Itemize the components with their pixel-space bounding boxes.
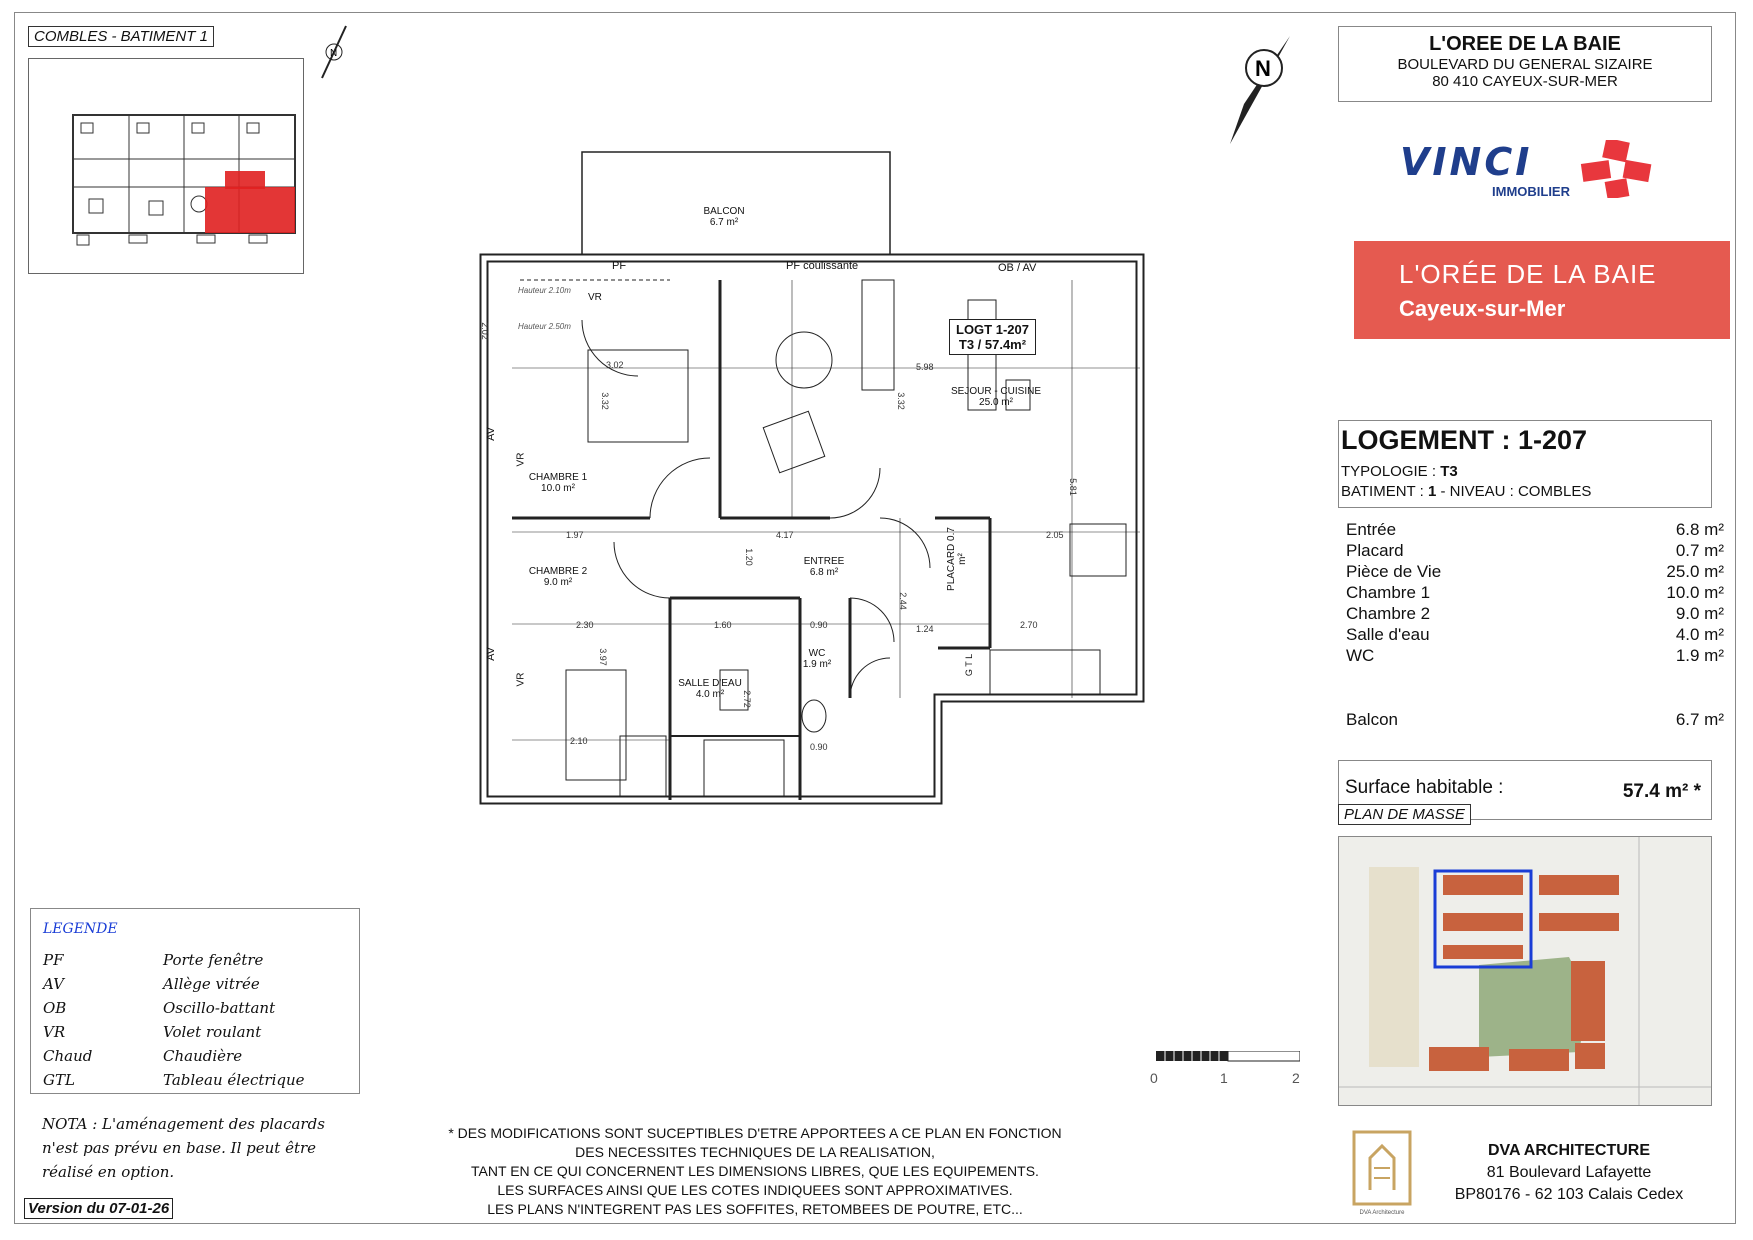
balcon-row bbox=[1346, 710, 1724, 731]
banner-line-1: L'ORÉE DE LA BAIE bbox=[1399, 259, 1657, 289]
dim-5: 5.81 bbox=[1067, 478, 1078, 496]
surface-row bbox=[1346, 520, 1724, 541]
legend-code: AV bbox=[43, 975, 64, 993]
vinci-logo bbox=[1400, 140, 1570, 199]
room-sejour-name: SEJOUR - CUISINE bbox=[950, 386, 1041, 397]
scale-label-1: 1 bbox=[1220, 1070, 1228, 1086]
surface-name: Salle d'eau bbox=[1346, 625, 1430, 644]
dim-6: 4.17 bbox=[776, 530, 794, 540]
surface-row bbox=[1346, 562, 1724, 583]
north-arrow-large-icon bbox=[1224, 34, 1296, 146]
dva-logo-icon bbox=[1350, 1128, 1414, 1218]
dim-4: 3.32 bbox=[895, 392, 906, 410]
project-banner bbox=[1354, 241, 1730, 339]
north-arrow-small-icon bbox=[318, 24, 350, 80]
batiment-value: 1 bbox=[1427, 483, 1437, 500]
vinci-word: VINCI bbox=[1400, 140, 1533, 184]
batiment-line bbox=[1341, 483, 1591, 500]
surface-name: Entrée bbox=[1346, 520, 1397, 539]
typologie-value: T3 bbox=[1440, 463, 1458, 480]
legend-desc: Oscillo-battant bbox=[163, 999, 276, 1017]
room-sejour bbox=[940, 386, 1052, 408]
legend-code: OB bbox=[43, 999, 67, 1017]
dim-1: 3.02 bbox=[606, 360, 624, 370]
room-chambre2 bbox=[518, 566, 598, 588]
logt-label: LOGT 1-207 bbox=[956, 322, 1029, 337]
disclaimer-line: TANT EN CE QUI CONCERNENT LES DIMENSIONS LIBRES, QUE LES EQUIPEMENTS. bbox=[471, 1163, 1039, 1179]
opening-av-1: AV bbox=[484, 427, 497, 441]
room-placard-area: 0.7 m² bbox=[946, 527, 968, 565]
balcony-outline bbox=[582, 152, 890, 258]
dim-17: 0.90 bbox=[810, 620, 828, 630]
combles-tag: COMBLES - BATIMENT 1 bbox=[28, 26, 214, 47]
room-balcon-name: BALCON bbox=[703, 206, 745, 217]
room-sde-name: SALLE D'EAU bbox=[678, 678, 742, 689]
room-sejour-area: 25.0 m² bbox=[979, 397, 1013, 408]
dim-15: 1.24 bbox=[916, 624, 934, 634]
opening-pf: PF bbox=[612, 260, 627, 272]
room-chambre1-name: CHAMBRE 1 bbox=[528, 472, 588, 483]
surface-name: Chambre 2 bbox=[1346, 604, 1431, 623]
scale-bar bbox=[1150, 1050, 1300, 1086]
surface-name: Chambre 1 bbox=[1346, 583, 1431, 602]
nota-text: NOTA : L'aménagement des placards n'est pas prévu en base. Il peut être réalisé en option. bbox=[42, 1115, 325, 1181]
legend-desc: Allège vitrée bbox=[163, 975, 260, 993]
surface-value: 0.7 m² bbox=[1675, 541, 1724, 560]
dim-9: 1.20 bbox=[743, 548, 754, 566]
vinci-sub: IMMOBILIER bbox=[1492, 184, 1570, 199]
dva-logo-text: DVA Architecture bbox=[1359, 1210, 1405, 1216]
surface-row bbox=[1346, 625, 1724, 646]
surface-value: 6.8 m² bbox=[1675, 520, 1724, 539]
surface-name: Pièce de Vie bbox=[1346, 562, 1442, 581]
surface-value: 1.9 m² bbox=[1675, 646, 1724, 665]
room-chambre1 bbox=[518, 472, 598, 494]
opening-ob-av: OB / AV bbox=[998, 262, 1037, 274]
room-wc-name: WC bbox=[808, 648, 826, 659]
legend-desc: Chaudière bbox=[163, 1047, 243, 1065]
surface-row bbox=[1346, 604, 1724, 625]
surface-row bbox=[1346, 541, 1724, 562]
surface-habitable-label: Surface habitable : bbox=[1345, 777, 1504, 798]
room-sde-area: 4.0 m² bbox=[695, 689, 725, 700]
project-address-2: 80 410 CAYEUX-SUR-MER bbox=[1432, 73, 1618, 90]
legend-item bbox=[43, 1071, 305, 1089]
logt-sub: T3 / 57.4m² bbox=[958, 337, 1027, 352]
legend-item bbox=[43, 951, 264, 969]
legend-code: Chaud bbox=[43, 1047, 93, 1065]
room-entree bbox=[794, 556, 854, 578]
room-balcon-area: 6.7 m² bbox=[709, 217, 739, 228]
disclaimer-line: DES NECESSITES TECHNIQUES DE LA REALISATION, bbox=[575, 1144, 935, 1160]
surface-name: WC bbox=[1346, 646, 1375, 665]
logement-box bbox=[1338, 420, 1712, 508]
scale-label-0: 0 bbox=[1150, 1070, 1158, 1086]
scale-label-2: 2 bbox=[1292, 1070, 1300, 1086]
batiment-label: BATIMENT : bbox=[1341, 483, 1428, 500]
architect-line-2: BP80176 - 62 103 Calais Cedex bbox=[1454, 1186, 1684, 1203]
dim-8: 2.05 bbox=[1046, 530, 1064, 540]
room-placard bbox=[946, 524, 968, 594]
legend-box bbox=[30, 908, 360, 1094]
architect-block bbox=[1338, 1128, 1710, 1218]
legend-desc: Volet roulant bbox=[163, 1023, 262, 1041]
dim-3: 3.32 bbox=[599, 392, 610, 410]
version-tag: Version du 07-01-26 bbox=[24, 1198, 173, 1219]
opening-gtl: G T L bbox=[964, 653, 975, 677]
dim-20: 2.02 bbox=[479, 322, 490, 340]
legend-item bbox=[43, 1023, 262, 1041]
dim-2: 5.98 bbox=[916, 362, 934, 372]
svg-text:N: N bbox=[330, 48, 338, 59]
room-wc-area: 1.9 m² bbox=[802, 659, 832, 670]
surface-name: Placard bbox=[1346, 541, 1404, 560]
surface-habitable-value: 57.4 m² * bbox=[1622, 781, 1701, 802]
project-header bbox=[1338, 26, 1712, 102]
dim-18: 1.60 bbox=[714, 620, 732, 630]
typologie-line bbox=[1341, 463, 1458, 480]
room-placard-name: PLACARD bbox=[946, 543, 957, 591]
typologie-label: TYPOLOGIE : bbox=[1341, 463, 1441, 480]
opening-vr-3: VR bbox=[515, 672, 527, 687]
svg-text:N: N bbox=[1255, 56, 1271, 81]
surface-value: 25.0 m² bbox=[1666, 562, 1724, 581]
dim-11: 3.97 bbox=[597, 648, 608, 666]
scale-bar-graphic bbox=[1156, 1051, 1300, 1063]
room-wc bbox=[792, 648, 842, 670]
project-name: L'OREE DE LA BAIE bbox=[1429, 33, 1621, 55]
disclaimer-line: * DES MODIFICATIONS SONT SUCEPTIBLES D'ETRE APPORTEES A CE PLAN EN FONCTION bbox=[448, 1125, 1062, 1141]
legend-title: LEGENDE bbox=[43, 921, 118, 937]
legend-code: VR bbox=[43, 1023, 66, 1041]
surface-value: 10.0 m² bbox=[1666, 583, 1724, 602]
surface-row bbox=[1346, 646, 1724, 667]
architect-line-1: 81 Boulevard Lafayette bbox=[1486, 1164, 1652, 1181]
room-chambre2-name: CHAMBRE 2 bbox=[528, 566, 588, 577]
dim-10: 2.30 bbox=[576, 620, 594, 630]
key-plan bbox=[28, 58, 304, 274]
opening-pf-coulissante: PF coulissante bbox=[786, 260, 859, 272]
legend-item bbox=[43, 975, 260, 993]
legend-code: GTL bbox=[43, 1071, 75, 1089]
room-entree-name: ENTREE bbox=[803, 556, 845, 567]
room-chambre1-area: 10.0 m² bbox=[541, 483, 575, 494]
opening-vr-2: VR bbox=[515, 452, 527, 467]
dim-19: 0.90 bbox=[810, 742, 828, 752]
dim-7: 1.97 bbox=[566, 530, 584, 540]
project-address-1: BOULEVARD DU GENERAL SIZAIRE bbox=[1397, 56, 1653, 73]
banner-line-2: Cayeux-sur-Mer bbox=[1399, 296, 1566, 321]
dim-16: 2.70 bbox=[1020, 620, 1038, 630]
balcon-value: 6.7 m² bbox=[1675, 710, 1724, 729]
logement-title: LOGEMENT : 1-207 bbox=[1341, 425, 1588, 455]
architect-name: DVA ARCHITECTURE bbox=[1487, 1142, 1651, 1159]
vinci-cross-icon bbox=[1580, 140, 1652, 198]
plan-masse-tag: PLAN DE MASSE bbox=[1338, 804, 1471, 825]
plan-masse-map bbox=[1338, 836, 1712, 1106]
dim-13: 2.72 bbox=[741, 690, 752, 708]
dim-14: 2.44 bbox=[897, 592, 908, 610]
disclaimer-line: LES PLANS N'INTEGRENT PAS LES SOFFITES, RETOMBEES DE POUTRE, ETC... bbox=[487, 1201, 1023, 1217]
legend-item bbox=[43, 1047, 243, 1065]
legend-code: PF bbox=[43, 951, 64, 969]
surface-value: 4.0 m² bbox=[1675, 625, 1724, 644]
opening-av-2: AV bbox=[484, 647, 497, 661]
dim-12: 2.10 bbox=[570, 736, 588, 746]
highlight-apartment bbox=[205, 187, 295, 233]
height-250: Hauteur 2.50m bbox=[518, 322, 571, 331]
key-plan-drawing bbox=[29, 59, 303, 273]
height-210: Hauteur 2.10m bbox=[518, 286, 571, 295]
surface-row bbox=[1346, 583, 1724, 604]
balcon-name: Balcon bbox=[1346, 710, 1398, 729]
room-sde bbox=[668, 678, 752, 700]
logt-label-box bbox=[949, 319, 1036, 355]
room-chambre2-area: 9.0 m² bbox=[543, 577, 573, 588]
surfaces-list bbox=[1346, 520, 1724, 731]
niveau-text: - NIVEAU : COMBLES bbox=[1436, 483, 1592, 500]
plan-masse-drawing bbox=[1339, 837, 1711, 1105]
surface-value: 9.0 m² bbox=[1675, 604, 1724, 623]
legend-item bbox=[43, 999, 276, 1017]
disclaimer bbox=[440, 1124, 1070, 1219]
room-balcon bbox=[674, 206, 774, 228]
legend-desc: Tableau électrique bbox=[163, 1071, 305, 1089]
disclaimer-line: LES SURFACES AINSI QUE LES COTES INDIQUEES SONT APPROXIMATIVES. bbox=[497, 1182, 1013, 1198]
opening-vr-1: VR bbox=[588, 292, 602, 303]
room-entree-area: 6.8 m² bbox=[809, 567, 839, 578]
legend-desc: Porte fenêtre bbox=[163, 951, 264, 969]
